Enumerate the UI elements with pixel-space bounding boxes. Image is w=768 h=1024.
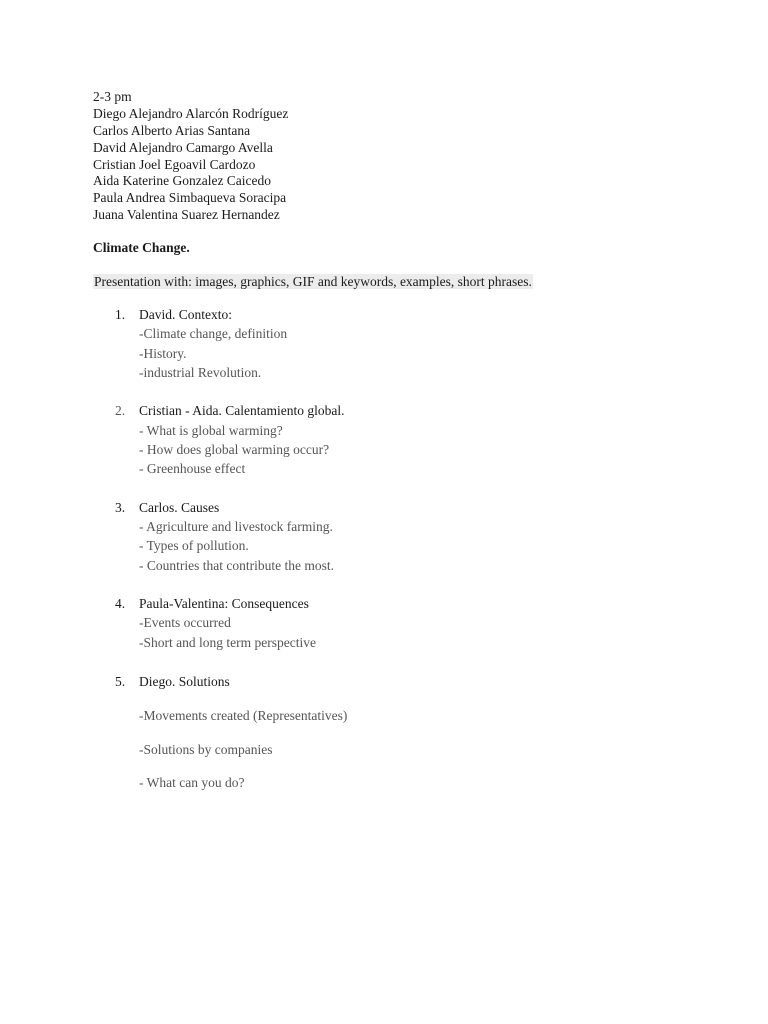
member-name: Diego Alejandro Alarcón Rodríguez <box>93 106 289 121</box>
presentation-note <box>93 273 533 290</box>
section-number: 4. <box>115 596 126 611</box>
section-number: 5. <box>115 674 126 689</box>
member-name: David Alejandro Camargo Avella <box>93 140 273 155</box>
member-name: Paula Andrea Simbaqueva Soracipa <box>93 190 287 205</box>
section-heading: Diego. Solutions <box>139 674 230 689</box>
presentation-note-text: Presentation with: images, graphics, GIF and keywords, examples, short phrases. <box>94 274 532 289</box>
section-item: -History. <box>139 346 187 361</box>
section-item: -industrial Revolution. <box>139 365 262 380</box>
section-item: -Movements created (Representatives) <box>139 708 348 723</box>
section-heading: Paula-Valentina: Consequences <box>139 596 309 611</box>
member-name: Juana Valentina Suarez Hernandez <box>93 207 280 222</box>
section-heading: David. Contexto: <box>139 307 232 322</box>
section-item: - Countries that contribute the most. <box>139 558 334 573</box>
time-slot: 2-3 pm <box>93 89 132 104</box>
section-item: -Events occurred <box>139 615 231 630</box>
section-item: - What can you do? <box>139 775 245 790</box>
section-number: 3. <box>115 500 126 515</box>
section-item: -Climate change, definition <box>139 326 288 341</box>
section-item: -Solutions by companies <box>139 742 273 757</box>
section-item: - What is global warming? <box>139 423 283 438</box>
section-item: - Greenhouse effect <box>139 461 246 476</box>
section-heading: Carlos. Causes <box>139 500 220 515</box>
member-name: Cristian Joel Egoavil Cardozo <box>93 157 256 172</box>
member-name: Carlos Alberto Arias Santana <box>93 123 251 138</box>
section-item: - Agriculture and livestock farming. <box>139 519 333 534</box>
section-heading: Cristian - Aida. Calentamiento global. <box>139 403 345 418</box>
document-title: Climate Change. <box>93 240 190 255</box>
section-number: 2. <box>115 403 126 418</box>
section-item: -Short and long term perspective <box>139 635 316 650</box>
section-item: - Types of pollution. <box>139 538 249 553</box>
section-number: 1. <box>115 307 126 322</box>
member-name: Aida Katerine Gonzalez Caicedo <box>93 173 272 188</box>
section-item: - How does global warming occur? <box>139 442 330 457</box>
